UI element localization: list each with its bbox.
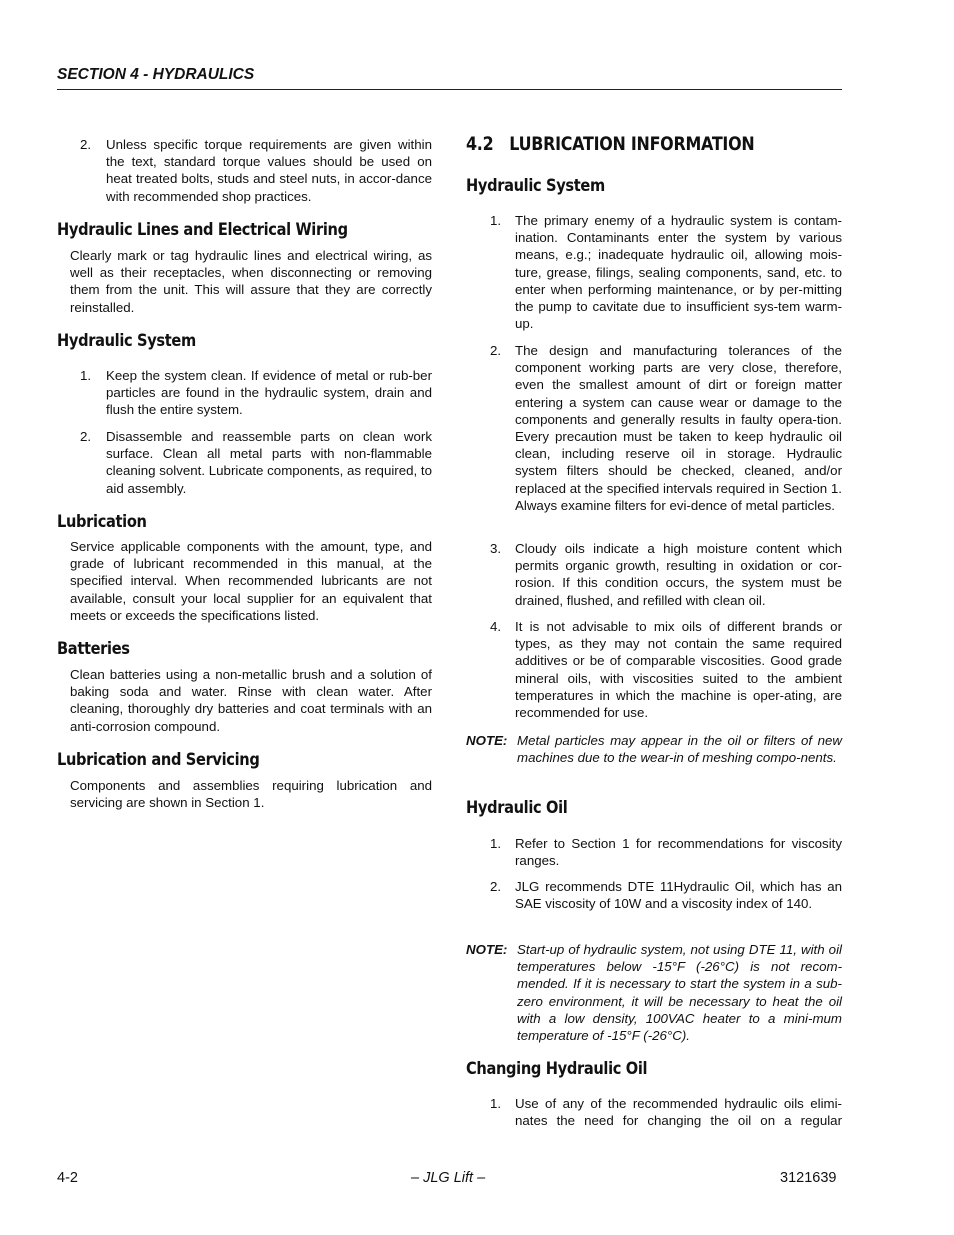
list-number: 2. xyxy=(80,137,92,152)
note-label: NOTE: xyxy=(466,942,508,957)
list-number: 1. xyxy=(490,213,502,228)
list-text: It is not advisable to mix oils of different brands or types, as they may not contain the same required additives or be of comparable viscosities. Good grade mineral oils, with viscosities suited to the ambient temperatures in which the machine is oper-ating, are recommended for use. xyxy=(515,619,842,721)
document-number: 3121639 xyxy=(780,1170,837,1186)
list-text: The design and manufacturing tolerances of the component working parts are very close, therefore, even the smallest amount of dirt or foreign matter entering a system can cause wear or damage to the components and generally results in faulty opera-tion. Every precaution must be taken to keep hydraulic oil clean, including reserve oil in storage. Hydraulic system filters should be checked, cleaned, and/or replaced at the specified intervals required in Section 1. Always examine filters for evi-dence of metal particles. xyxy=(515,343,842,513)
note-text: Start-up of hydraulic system, not using DTE 11, with oil temperatures below -15°F (-26°C) is not recom-mended. If it is necessary to start the system in a sub-zero environment, it will be necessary to heat the oil with a low density, 100VAC heater to a mini-mum temperature of -15°F (-26°C). xyxy=(517,942,842,1044)
torque-item xyxy=(80,136,432,205)
note-text: Metal particles may appear in the oil or filters of new machines due to the wear-in of meshing compo-nents. xyxy=(517,733,842,766)
footer-center: – JLG Lift – xyxy=(411,1170,486,1186)
list-item xyxy=(80,367,432,419)
heading-hydraulic-oil: Hydraulic Oil xyxy=(466,798,568,818)
list-item xyxy=(490,878,842,912)
note-label: NOTE: xyxy=(466,733,508,748)
header-divider xyxy=(57,89,842,90)
note-startup xyxy=(466,941,842,1044)
list-text: Keep the system clean. If evidence of metal or rub-ber particles are found in the hydraulic system, drain and flush the entire system. xyxy=(106,368,432,418)
list-number: 2. xyxy=(80,429,92,444)
heading-changing-hydraulic-oil: Changing Hydraulic Oil xyxy=(466,1059,648,1079)
paragraph-batteries: Clean batteries using a non-metallic brush and a solution of baking soda and water. Rinse with clean water. After cleaning, thoroughly dry batteries and coat terminals with an anti-corrosion compound. xyxy=(70,667,432,734)
list-item xyxy=(490,835,842,869)
list-number: 1. xyxy=(80,368,92,383)
heading-hydraulic-system-right: Hydraulic System xyxy=(466,176,605,196)
list-item xyxy=(490,540,842,609)
list-number: 2. xyxy=(490,343,502,358)
list-text: Disassemble and reassemble parts on clean work surface. Clean all metal parts with non-flammable cleaning solvent. Lubricate components, as required, to aid assembly. xyxy=(106,429,432,496)
list-item xyxy=(490,618,842,721)
list-number: 1. xyxy=(490,836,502,851)
heading-lines-wiring: Hydraulic Lines and Electrical Wiring xyxy=(57,220,348,240)
list-item xyxy=(80,428,432,497)
heading-hydraulic-system-left: Hydraulic System xyxy=(57,331,196,351)
paragraph-lines-wiring: Clearly mark or tag hydraulic lines and electrical wiring, as well as their receptacles, when disconnecting or removing them from the unit. This will assure that they are correctly reinstalled. xyxy=(70,248,432,315)
note-metal-particles xyxy=(466,732,842,766)
section-header: SECTION 4 - HYDRAULICS xyxy=(57,66,255,83)
page-number: 4-2 xyxy=(57,1170,78,1186)
list-text: The primary enemy of a hydraulic system is contam-ination. Contaminants enter the system by various means, e.g.; inadequate hydraulic oil, allowing mois-ture, grease, filings, sealing components, sand, etc. to enter when performing maintenance, or by per-mitting the pump to cavitate due to insufficient sys-tem warm-up. xyxy=(515,213,842,332)
list-number: 1. xyxy=(490,1096,502,1111)
heading-lubrication: Lubrication xyxy=(57,512,147,532)
list-number: 3. xyxy=(490,541,502,556)
paragraph-lubrication-servicing: Components and assemblies requiring lubrication and servicing are shown in Section 1. xyxy=(70,778,432,811)
list-text: Unless specific torque requirements are given within the text, standard torque values should be used on heat treated bolts, studs and steel nuts, in accor-dance with recommended shop practices. xyxy=(106,137,432,204)
list-text: Cloudy oils indicate a high moisture content which permits organic growth, resulting in oxidation or cor-rosion. If this condition occurs, the system must be drained, flushed, and refilled with clean oil. xyxy=(515,541,842,608)
list-text: Refer to Section 1 for recommendations for viscosity ranges. xyxy=(515,836,842,869)
heading-lubrication-servicing: Lubrication and Servicing xyxy=(57,750,260,770)
list-number: 2. xyxy=(490,879,502,894)
list-item xyxy=(490,212,842,332)
list-number: 4. xyxy=(490,619,502,634)
paragraph-lubrication: Service applicable components with the amount, type, and grade of lubricant recommended in this manual, at the specified interval. When recommended lubricants are not available, consult your local supplier for an equivalent that meets or exceeds the specifications listed. xyxy=(70,539,432,623)
list-text: Use of any of the recommended hydraulic oils elimi-nates the need for changing the oil on a regular xyxy=(515,1096,842,1129)
heading-batteries: Batteries xyxy=(57,639,130,659)
list-text: JLG recommends DTE 11Hydraulic Oil, which has an SAE viscosity of 10W and a viscosity index of 140. xyxy=(515,879,842,912)
list-item xyxy=(490,1095,842,1129)
list-item xyxy=(490,342,842,514)
section-heading: 4.2 LUBRICATION INFORMATION xyxy=(466,134,755,155)
